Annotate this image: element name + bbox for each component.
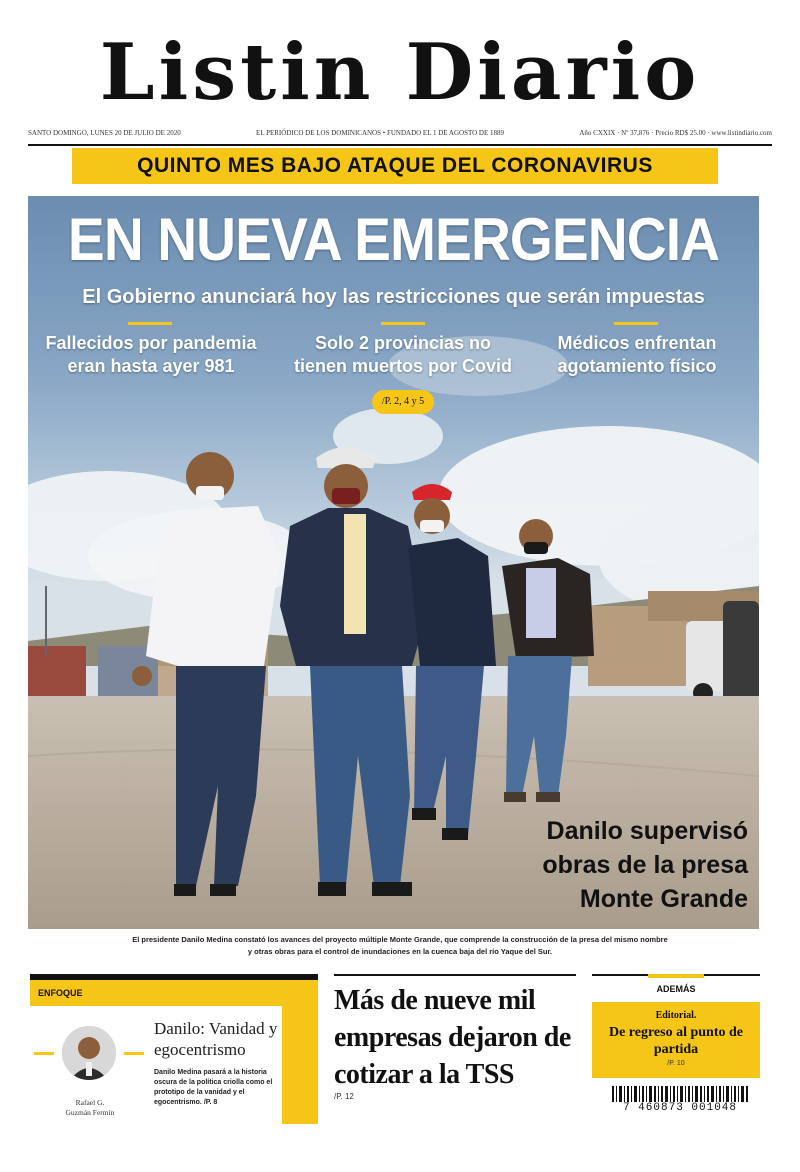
- lead-headline[interactable]: EN NUEVA EMERGENCIA: [67, 206, 720, 273]
- enfoque-side-bar: [282, 1006, 318, 1124]
- columnist-name: [40, 1098, 140, 1118]
- enfoque-body: [154, 1068, 278, 1108]
- section-banner[interactable]: QUINTO MES BAJO ATAQUE DEL CORONAVIRUS: [72, 148, 718, 184]
- avatar-tick-right: [124, 1052, 144, 1055]
- photo-cutline-line-2: y otras obras para el control de inundaciones en la cuenca baja del río Yaque del Sur.: [247, 947, 553, 956]
- ademas-title[interactable]: De regreso al punto de partida: [608, 1025, 744, 1057]
- enfoque-label: ENFOQUE: [30, 980, 318, 1006]
- column-tick-2: [381, 322, 425, 325]
- masthead-rule: [28, 144, 772, 146]
- column-tick-1: [128, 322, 172, 325]
- lead-column-2[interactable]: Solo 2 provincias no tienen muertos por Covid: [293, 333, 513, 376]
- main-story-rule: [334, 974, 576, 976]
- main-story-title[interactable]: Más de nueve mil empresas dejaron de cotizar a la TSS: [334, 985, 571, 1090]
- dateline-date: SANTO DOMINGO, LUNES 20 DE JULIO DE 2020: [28, 129, 181, 137]
- barcode-number: 7 460873 001048: [606, 1102, 754, 1114]
- ademas-ref[interactable]: /P. 10: [667, 1060, 685, 1067]
- ademas-kicker: Editorial.: [655, 1010, 697, 1021]
- ademas-tick: [648, 974, 704, 978]
- masthead-title: Listin Diario: [99, 27, 701, 118]
- ademas-label: ADEMÁS: [656, 984, 696, 994]
- enfoque-ref[interactable]: /P. 8: [203, 1099, 218, 1106]
- photo-cutline-line-1: El presidente Danilo Medina constató los avances del proyecto múltiple Monte Grande, que comprende la construcción de la presa del mismo nombre: [132, 935, 668, 944]
- lead-column-1[interactable]: Fallecidos por pandemia eran hasta ayer 981: [45, 333, 257, 376]
- lead-subhead: El Gobierno anunciará hoy las restricciones que serán impuestas: [82, 286, 705, 308]
- dateline: [28, 126, 772, 140]
- enfoque-title[interactable]: Danilo: Vanidad y egocentrismo: [154, 1019, 278, 1059]
- columnist-name-line-1: Rafael G.: [75, 1098, 105, 1107]
- avatar-tick-left: [34, 1052, 54, 1055]
- photo-overlay-title[interactable]: Danilo supervisó obras de la presa Monte Grande: [542, 817, 748, 913]
- columnist-name-line-2: Guzmán Fermín: [65, 1108, 115, 1117]
- avatar-icon: [62, 1026, 116, 1080]
- columnist-avatar: [62, 1026, 116, 1080]
- enfoque-body-text: Danilo Medina pasará a la historia oscura de la política criolla como el prototipo de la vanidad y el egocentrismo.: [154, 1069, 273, 1106]
- lead-page-reference[interactable]: /P. 2, 4 y 5: [372, 390, 434, 414]
- dateline-price: Año CXXIX · Nº 37,876 · Precio RD$ 25.00 · www.listindiario.com: [579, 129, 772, 137]
- main-story-ref[interactable]: /P. 12: [334, 1092, 354, 1101]
- photo-cutline: [40, 934, 760, 958]
- dateline-founded: EL PERIÓDICO DE LOS DOMINICANOS • FUNDADO EL 1 DE AGOSTO DE 1889: [256, 129, 505, 137]
- lead-column-3[interactable]: Médicos enfrentan agotamiento físico: [557, 333, 717, 376]
- column-tick-3: [614, 322, 658, 325]
